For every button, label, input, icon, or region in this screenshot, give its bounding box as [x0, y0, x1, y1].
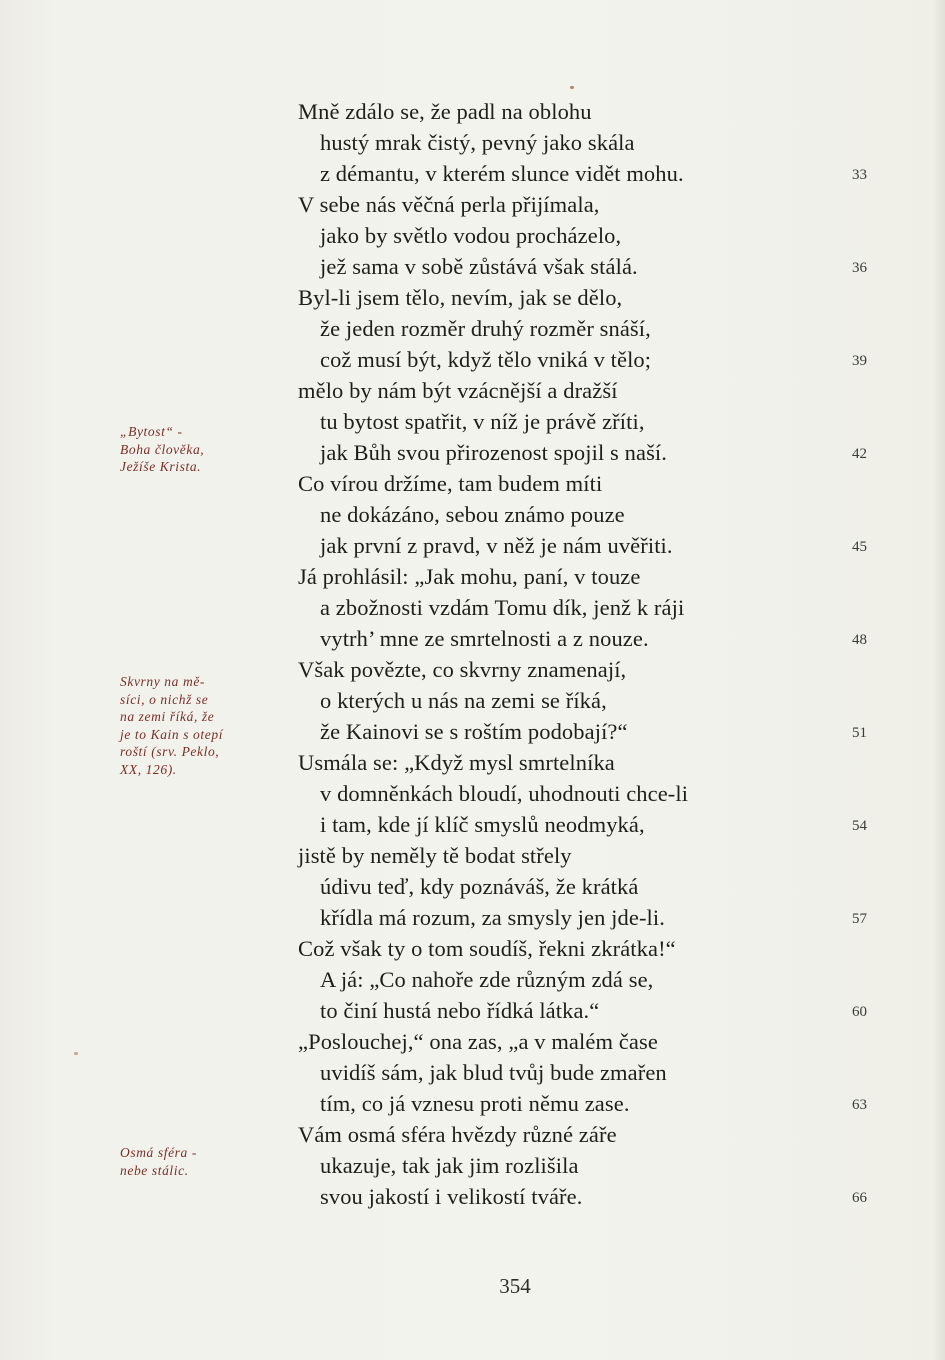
- poem-line: ukazuje, tak jak jim rozlišila: [320, 1153, 579, 1178]
- poem-line: tu bytost spatřit, v níž je právě zříti,: [320, 409, 645, 434]
- poem-line: Já prohlásil: „Jak mohu, paní, v touze: [298, 564, 641, 589]
- line-number: 36: [852, 260, 867, 276]
- poem-line: křídla má rozum, za smysly jen jde-li.: [320, 905, 665, 930]
- margin-note-line: XX, 126).: [120, 761, 177, 777]
- line-number: 48: [852, 632, 867, 648]
- margin-note-line: Ježíše Krista.: [120, 459, 202, 474]
- margin-note-line: síci, o nichž se: [120, 691, 209, 707]
- poem-line: jak Bůh svou přirozenost spojil s naší.: [320, 440, 668, 465]
- margin-note-line: Osmá sféra -: [120, 1145, 197, 1160]
- page-edge-shadow: [931, 0, 945, 1360]
- margin-note-line: Skvrny na mě-: [120, 674, 206, 689]
- poem-line: jež sama v sobě zůstává však stálá.: [320, 254, 638, 279]
- margin-note-line: roští (srv. Peklo,: [120, 744, 220, 759]
- poem-line: mělo by nám být vzácnější a dražší: [298, 378, 618, 403]
- margin-note-line: je to Kain s otepí: [120, 726, 224, 742]
- poem-line: jistě by neměly tě bodat střely: [298, 843, 572, 868]
- poem-line: „Poslouchej,“ ona zas, „a v malém čase: [298, 1029, 658, 1054]
- poem-line: Což však ty o tom soudíš, řekni zkrátka!“: [298, 936, 676, 961]
- poem-line: svou jakostí i velikostí tváře.: [320, 1184, 583, 1209]
- poem-line: hustý mrak čistý, pevný jako skála: [320, 130, 635, 155]
- poem-line: což musí být, když tělo vniká v tělo;: [320, 347, 652, 372]
- poem-line: o kterých u nás na zemi se říká,: [320, 688, 607, 713]
- poem-line: a zbožnosti vzdám Tomu dík, jenž k ráji: [320, 595, 685, 620]
- line-number: 54: [852, 818, 867, 834]
- poem-line: Vám osmá sféra hvězdy různé záře: [298, 1122, 617, 1147]
- margin-note-line: nebe stálic.: [120, 1162, 189, 1178]
- line-number: 57: [852, 911, 867, 927]
- margin-note-osma-sfera: [120, 1144, 280, 1179]
- poem-line: z démantu, v kterém slunce vidět mohu.: [320, 161, 684, 186]
- poem-line: to činí hustá nebo řídká látka.“: [320, 998, 600, 1023]
- line-number: 39: [852, 353, 867, 369]
- poem-line: jak první z pravd, v něž je nám uvěřiti.: [320, 533, 673, 558]
- line-number: 42: [852, 446, 867, 462]
- margin-note-line: Boha člověka,: [120, 441, 205, 457]
- poem-line: Byl-li jsem tělo, nevím, jak se dělo,: [298, 285, 623, 310]
- line-number: 63: [852, 1097, 867, 1113]
- line-number: 60: [852, 1004, 867, 1020]
- poem-line: údivu teď, kdy poznáváš, že krátká: [320, 874, 639, 899]
- line-number: 66: [852, 1190, 867, 1206]
- margin-note-line: na zemi říká, že: [120, 709, 215, 724]
- poem-line: Mně zdálo se, že padl na oblohu: [298, 99, 592, 124]
- poem-line: i tam, kde jí klíč smyslů neodmyká,: [320, 812, 645, 837]
- margin-note-bytost: [120, 423, 280, 476]
- line-number: 45: [852, 539, 867, 555]
- line-number: 51: [852, 725, 867, 741]
- poem-line: Usmála se: „Když mysl smrtelníka: [298, 750, 615, 775]
- poem-line: Však povězte, co skvrny znamenají,: [298, 657, 627, 682]
- poem-line: ne dokázáno, sebou známo pouze: [320, 502, 625, 527]
- margin-note-line: „Bytost“ -: [120, 424, 183, 439]
- poem-line: v domněnkách bloudí, uhodnouti chce-li: [320, 781, 689, 806]
- poem-line: V sebe nás věčná perla přijímala,: [298, 192, 600, 217]
- poem-line: vytrh’ mne ze smrtelnosti a z nouze.: [320, 626, 649, 651]
- poem-line: A já: „Co nahoře zde různým zdá se,: [320, 967, 654, 992]
- line-number: 33: [852, 167, 867, 183]
- poem-line: jako by světlo vodou procházelo,: [320, 223, 622, 248]
- poem-line: tím, co já vznesu proti němu zase.: [320, 1091, 630, 1116]
- poem-text: [298, 96, 818, 1212]
- page-number: 354: [499, 1274, 531, 1298]
- ink-speck: [74, 1052, 78, 1055]
- poem-line: uvidíš sám, jak blud tvůj bude zmařen: [320, 1060, 667, 1085]
- margin-note-skvrny: [120, 673, 280, 778]
- poem-line: Co vírou držíme, tam budem míti: [298, 471, 603, 496]
- poem-line: že Kainovi se s roštím podobají?“: [320, 719, 628, 744]
- poem-line: že jeden rozměr druhý rozměr snáší,: [320, 316, 651, 341]
- ink-speck: [570, 86, 574, 89]
